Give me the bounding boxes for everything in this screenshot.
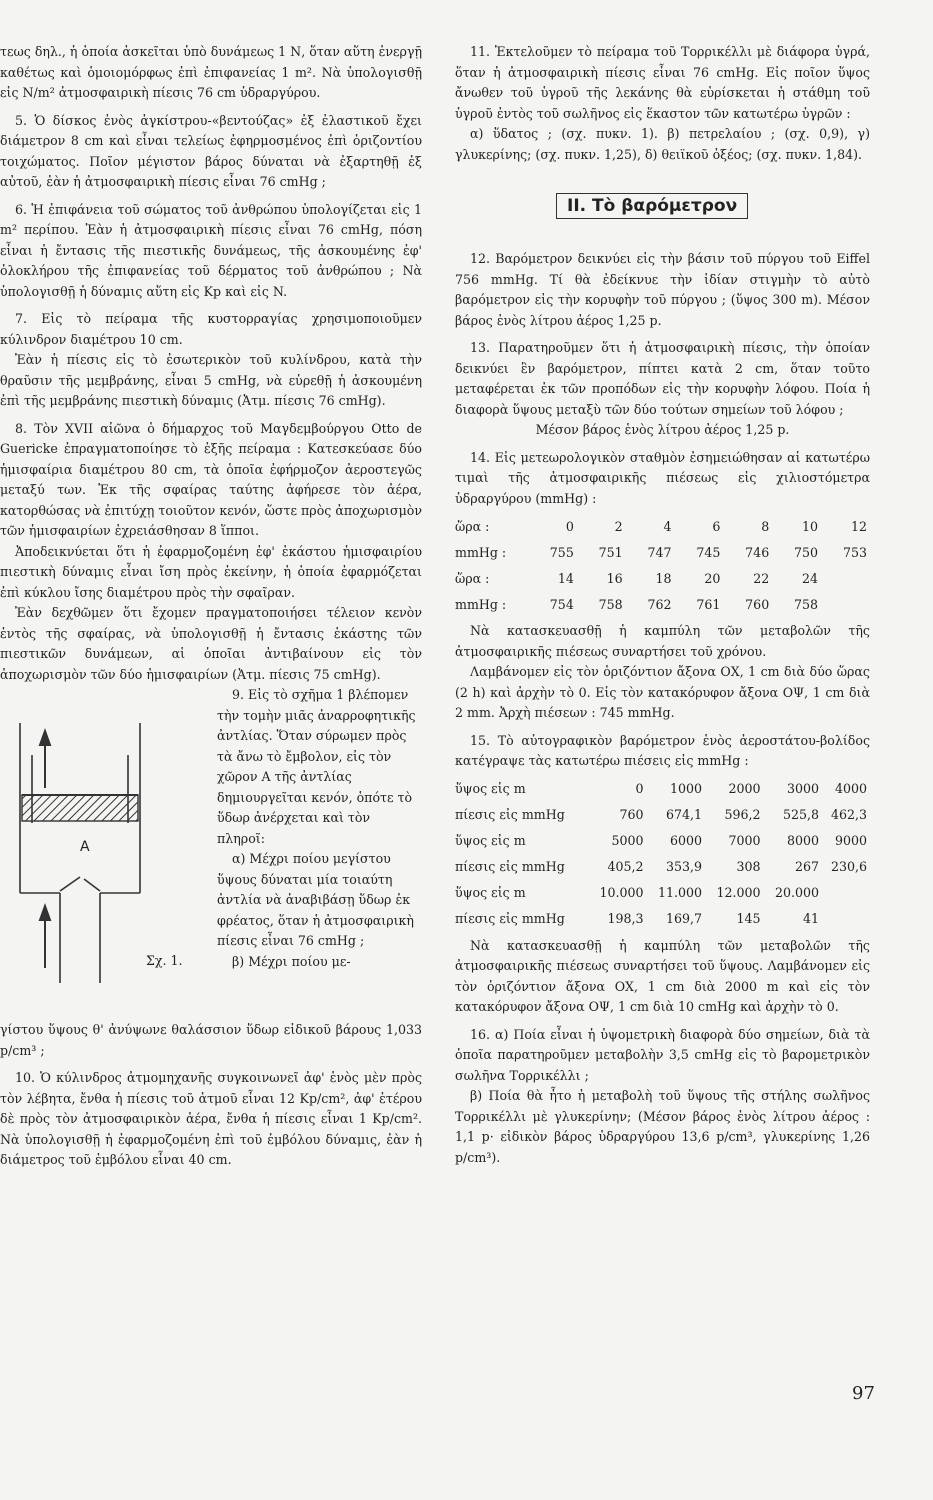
table-cell: 758 — [794, 596, 819, 612]
table-cell: 760 — [745, 596, 770, 612]
table-cell: 22 — [753, 570, 770, 586]
table-cell: 2000 — [728, 781, 761, 796]
table-row — [455, 854, 867, 880]
problem-14-task: Νὰ κατασκευασθῇ ἡ καμπύλη τῶν μεταβολῶν τῆς ἀτμοσφαιρικῆς πιέσεως συναρτήσει τοῦ χρόνου. — [455, 623, 870, 659]
table-cell: mmHg : — [455, 544, 507, 560]
problem-6: 6. Ἡ ἐπιφάνεια τοῦ σώματος τοῦ ἀνθρώπου ὑπολογίζεται εἰς 1 m² περίπου. Ἐὰν ἡ ἀτμοσφαιρικὴ πίεσις εἶναι 76 cmHg, πόση εἶναι ἡ ἔντασις τῆς πιεστικῆς δυνάμεως, τῆς ἀσκουμένης ἐφ' ὁλοκλήρου τῆς ἐπιφανείας τοῦ δέρματος τοῦ ἀνθρώπου ; Νὰ ὑπολογισθῇ ἡ δύναμις αὕτη εἰς Kp καὶ εἰς N. — [0, 201, 422, 299]
table-cell: 754 — [549, 596, 574, 612]
problem-8: 8. Τὸν XVII αἰῶνα ὁ δήμαρχος τοῦ Μαγδεμβούργου Otto de Guericke ἐπραγματοποίησε τὸ ἑξῆς πείραμα : Κατεσκεύασε δύο ἡμισφαίρια διαμέτρου 80 cm, τὰ ὁποῖα ἐφήρμοζον ἀεροστεγῶς μεταξύ των. Ἐκ τῆς σφαίρας ταύτης ἀφήρεσε τὸν ἀέρα, κατορθώσας νὰ ἐπιτύχῃ τοιοῦτον κενόν, ὥστε πρὸς ἀποχωρισμὸν τῶν ἡμισφαιρίων ἐχρειάσθησαν 8 ἵπποι. — [0, 420, 422, 538]
table-row — [455, 776, 867, 802]
table-cell: 41 — [803, 911, 820, 926]
table-cell: 747 — [647, 544, 672, 560]
table-cell: 761 — [696, 596, 721, 612]
pump-diagram — [0, 693, 210, 983]
table-cell: 18 — [655, 570, 672, 586]
table-cell: 750 — [794, 544, 819, 560]
table-row — [455, 591, 867, 617]
table-cell: 753 — [842, 544, 867, 560]
table-cell: πίεσις εἰς mmHg — [455, 911, 565, 926]
table-cell: ὥρα : — [455, 570, 490, 586]
table-cell: 12.000 — [716, 885, 761, 900]
problem-15: 15. Τὸ αὐτογραφικὸν βαρόμετρον ἑνὸς ἀεροστάτου-βολίδος κατέγραψε τὰς κατωτέρω πιέσεις εἰς mmHg : — [455, 732, 870, 768]
problem-16-b: β) Ποία θὰ ἦτο ἡ μεταβολὴ τοῦ ὕψους τῆς στήλης σωλῆνος Τορρικέλλι μὲ γλυκερίνην; (Μέσον βάρος ἑνὸς λίτρου ἀέρος : 1,1 p· εἰδικὸν βάρος ὑδραργύρου 13,6 p/cm³, γλυκερίνης 1,26 p/cm³). — [455, 1088, 870, 1165]
table-row — [455, 802, 867, 828]
table-cell: ὕψος εἰς m — [455, 781, 526, 796]
table-cell — [819, 906, 867, 932]
table-cell: 267 — [795, 859, 820, 874]
table-cell: 16 — [606, 570, 623, 586]
table-cell: 3000 — [787, 781, 820, 796]
table-cell: πίεσις εἰς mmHg — [455, 807, 565, 822]
table-cell: 11.000 — [657, 885, 703, 900]
problem-11-options: α) ὕδατος ; (σχ. πυκν. 1). β) πετρελαίου ; (σχ. 0,9), γ) γλυκερίνης; (σχ. πυκν. 1,25), δ) θειϊκοῦ ὀξέος; (σχ. πυκν. 1,84). — [455, 126, 870, 162]
problem-13: 13. Παρατηροῦμεν ὅτι ἡ ἀτμοσφαιρικὴ πίεσις, τὴν ὁποίαν δεικνύει ἓν βαρόμετρον, πίπτει κατὰ 2 cm, ὅταν τοῦτο μεταφέρεται ἐκ τῶν προπόδων εἰς τὴν κορυφὴν λόφου. Ποία ἡ διαφορὰ ὕψους μεταξὺ τῶν δύο τούτων σημείων τοῦ λόφου ; — [455, 340, 870, 417]
table-cell: 7000 — [728, 833, 761, 848]
table-cell: 24 — [802, 570, 819, 586]
table-cell: 12 — [850, 518, 867, 534]
figure-label-a: Α — [80, 839, 90, 855]
table-cell: πίεσις εἰς mmHg — [455, 859, 565, 874]
table-cell: 762 — [647, 596, 672, 612]
table-cell: 4000 — [834, 781, 867, 796]
table-cell: 10.000 — [599, 885, 644, 900]
problem-7: 7. Εἰς τὸ πείραμα τῆς κυστορραγίας χρησιμοποιοῦμεν κύλινδρον διαμέτρου 10 cm. — [0, 311, 422, 347]
table-cell — [818, 591, 867, 617]
table-cell: 746 — [745, 544, 770, 560]
table-cell: 0 — [565, 518, 574, 534]
problem-14-axes: Λαμβάνομεν εἰς τὸν ὁριζόντιον ἄξονα ΟΧ, 1 cm διὰ δύο ὥρας (2 h) καὶ ἀρχὴν τὸ 0. Εἰς τὸν κατακόρυφον ἄξονα ΟΨ, 1 cm διὰ 2 mm. Ἀρχὴ πιέσεων : 745 mmHg. — [455, 664, 870, 720]
table-row — [455, 906, 867, 932]
table-cell: 145 — [736, 911, 761, 926]
table-cell: 4 — [663, 518, 672, 534]
pressure-time-table — [455, 513, 867, 617]
table-cell: 6000 — [669, 833, 703, 848]
section-title: II. Τὸ βαρόμετρον — [556, 193, 748, 219]
table-cell: 20.000 — [774, 885, 820, 900]
table-cell: 2 — [614, 518, 623, 534]
table-row — [455, 539, 867, 565]
problem-7-text: Ἐὰν ἡ πίεσις εἰς τὸ ἐσωτερικὸν τοῦ κυλίνδρου, κατὰ τὴν θραῦσιν τῆς μεμβράνης, εἶναι 5 cmHg, νὰ εὑρεθῇ ἡ ἀσκουμένη ἐπὶ τῆς μεμβράνης πιεστικὴ δύναμις (Ἀτμ. πίεσις 76 cmHg). — [0, 352, 422, 408]
problem-11: 11. Ἐκτελοῦμεν τὸ πείραμα τοῦ Τορρικέλλι μὲ διάφορα ὑγρά, ὅταν ἡ ἀτμοσφαιρικὴ πίεσις εἶναι 76 cmHg. Εἰς ποῖον ὕψος ἄνωθεν τοῦ ὑγροῦ τῆς λεκάνης θὰ εὑρίσκεται ἡ στάθμη τοῦ ὑγροῦ ἐντὸς τοῦ σωλῆνος εἰς ἕκαστον τῶν κατωτέρω ὑγρῶν : — [455, 44, 870, 121]
table-cell: 10 — [802, 518, 819, 534]
table-row — [455, 565, 867, 591]
table-cell: mmHg : — [455, 596, 507, 612]
table-cell — [819, 880, 867, 906]
table-row — [455, 828, 867, 854]
table-cell: 405,2 — [607, 859, 644, 874]
table-cell: 8000 — [787, 833, 820, 848]
table-cell: 751 — [598, 544, 623, 560]
table-cell: 169,7 — [665, 911, 703, 926]
table-cell: 596,2 — [724, 807, 761, 822]
problem-5: 5. Ὁ δίσκος ἐνὸς ἀγκίστρου-«βεντούζας» ἐξ ἐλαστικοῦ ἔχει διάμετρον 8 cm καὶ εἶναι τελείως ἐφηρμοσμένος ἐπὶ ὁριζοντίου τοιχώματος. Ποῖον μέγιστον βάρος δύναται νὰ ἐξαρτηθῇ ἐξ αὐτοῦ, ἐὰν ἡ ἀτμοσφαιρικὴ πίεσις εἶναι 76 cmHg ; — [0, 112, 422, 189]
table-cell: 0 — [635, 781, 644, 796]
table-cell: 6 — [712, 518, 721, 534]
figure-caption: Σχ. 1. — [146, 953, 183, 968]
problem-16-a: 16. α) Ποία εἶναι ἡ ὑψομετρικὴ διαφορὰ δύο σημείων, διὰ τὰ ὁποῖα παρατηροῦμεν μεταβολὴν 3,5 cmHg εἰς τὸ βαρομετρικὸν σωλῆνα Τορρικέλλι ; — [455, 1026, 870, 1083]
table-cell: 308 — [736, 859, 761, 874]
table-cell: ὕψος εἰς m — [455, 833, 526, 848]
problem-9-side-text — [217, 685, 422, 972]
right-column — [455, 42, 870, 1168]
pressure-altitude-table — [455, 776, 867, 932]
figure-1-block — [0, 685, 422, 1020]
problem-15-task: Νὰ κατασκευασθῇ ἡ καμπύλη τῶν μεταβολῶν τῆς ἀτμοσφαιρικῆς πιέσεως συναρτήσει τοῦ ὕψους. Λαμβάνομεν εἰς τὸν ὁριζόντιον ἄξονα ΟΧ, 1 cm διὰ 2000 m καὶ εἰς τὸν κατακόρυφον ἄξονα ΟΨ, 1 cm διὰ 10 cmHg καὶ ἀρχὴν τὸ 0. — [455, 937, 870, 1014]
table-cell: 20 — [704, 570, 721, 586]
left-column — [0, 42, 422, 1171]
problem-9-a: α) Μέχρι ποίου μεγίστου ὕψους δύναται μία τοιαύτη ἀντλία νὰ ἀναβιβάσῃ ὕδωρ ἐκ φρέατος, ὅταν ἡ ἀτμοσφαιρικὴ πίεσις εἶναι 76 cmHg ; — [217, 851, 414, 948]
table-cell: 14 — [557, 570, 574, 586]
table-cell: 198,3 — [607, 911, 644, 926]
problem-12: 12. Βαρόμετρον δεικνύει εἰς τὴν βάσιν τοῦ πύργου τοῦ Eiffel 756 mmHg. Τί θὰ ἐδείκνυε τὴν ἰδίαν στιγμὴν τὸ αὐτὸ βαρόμετρον εἰς τὴν κορυφὴν τοῦ πύργου ; (ὕψος 300 m). Μέσον βάρος ἑνὸς λίτρου ἀέρος 1,25 p. — [455, 251, 870, 328]
problem-8-text-2: Ἀποδεικνύεται ὅτι ἡ ἐφαρμοζομένη ἐφ' ἑκάστου ἡμισφαιρίου πιεστικὴ δύναμις εἶναι ἴση πρὸς ἐκείνην, ἡ ὁποία ἐφαρμόζεται ἐπὶ κύκλου ἴσης διαμέτρου πρὸς τὴν σφαῖραν. — [0, 543, 422, 600]
table-cell: 758 — [598, 596, 623, 612]
problem-9-b-head: β) Μέχρι ποίου με- — [232, 953, 351, 969]
table-cell: ὥρα : — [455, 518, 490, 534]
table-cell: 353,9 — [665, 859, 703, 874]
page-number: 97 — [852, 1383, 875, 1404]
table-cell: 462,3 — [830, 807, 867, 822]
table-cell: 760 — [619, 807, 644, 822]
problem-4-continued: τεως δηλ., ἡ ὁποία ἀσκεῖται ὑπὸ δυνάμεως 1 Ν, ὅταν αὕτη ἐνεργῇ καθέτως καὶ ὁμοιομόρφως ἐπὶ ἐπιφανείας 1 m². Νὰ ὑπολογισθῇ εἰς N/m² ἀτμοσφαιρικὴ πίεσις 76 cm ὑδραργύρου. — [0, 44, 423, 100]
table-cell: 9000 — [834, 833, 867, 848]
table-cell: 5000 — [611, 833, 644, 848]
table-cell: 674,1 — [665, 807, 703, 822]
problem-13-note: Μέσον βάρος ἑνὸς λίτρου ἀέρος 1,25 p. — [535, 422, 790, 437]
table-cell: 745 — [696, 544, 721, 560]
table-cell: 1000 — [669, 781, 703, 796]
table-cell: 230,6 — [830, 859, 867, 874]
problem-14: 14. Εἰς μετεωρολογικὸν σταθμὸν ἐσημειώθησαν αἱ κατωτέρω τιμαὶ τῆς ἀτμοσφαιρικῆς πιέσεως εἰς χιλιοστόμετρα ὑδραργύρου (mmHg) : — [455, 449, 870, 506]
table-cell — [818, 565, 867, 591]
table-cell: ὕψος εἰς m — [455, 885, 526, 900]
problem-9: 9. Εἰς τὸ σχῆμα 1 βλέπομεν τὴν τομὴν μιᾶς ἀναρροφητικῆς ἀντλίας. Ὅταν σύρωμεν πρὸς τὰ ἄνω τὸ ἔμβολον, εἰς τὸν χῶρον Α τῆς ἀντλίας δημιουργεῖται κενόν, ὁπότε τὸ ὕδωρ ἀνέρχεται καὶ τὸν πληροῖ: — [217, 687, 416, 846]
problem-10: 10. Ὁ κύλινδρος ἀτμομηχανῆς συγκοινωνεῖ ἀφ' ἑνὸς μὲν πρὸς τὸν λέβητα, ἔνθα ἡ πίεσις τοῦ ἀτμοῦ εἶναι 12 Kp/cm², ἀφ' ἑτέρου δὲ πρὸς τὸν ἀτμοσφαιρικὸν ἀέρα, ἔνθα ἡ πίεσις εἶναι 1 Kp/cm². Νὰ ὑπολογισθῇ ἡ ἐφαρμοζομένη ἐπὶ τοῦ ἐμβόλου δύναμις, ἐὰν ἡ διάμετρος τοῦ ἐμβόλου εἶναι 40 cm. — [0, 1070, 422, 1167]
table-row — [455, 513, 867, 539]
table-row — [455, 880, 867, 906]
table-cell: 8 — [761, 518, 770, 534]
table-cell: 525,8 — [783, 807, 820, 822]
table-cell: 755 — [549, 544, 574, 560]
problem-8-text-3: Ἐὰν δεχθῶμεν ὅτι ἔχομεν πραγματοποιήσει τέλειον κενὸν ἐντὸς τῆς σφαίρας, νὰ ὑπολογισθῇ ἡ ἔντασις ἑκάστης τῶν πιεστικῶν δυνάμεων, αἱ ὁποῖαι ἀντιβαίνουν εἰς τὸν ἀποχωρισμὸν τῶν δύο ἡμισφαιρίων (Ἀτμ. πίεσις 75 cmHg). — [0, 605, 422, 682]
problem-9-b-tail: γίστου ὕψους θ' ἀνύψωνε θαλάσσιον ὕδωρ εἰδικοῦ βάρους 1,033 p/cm³ ; — [0, 1022, 422, 1058]
